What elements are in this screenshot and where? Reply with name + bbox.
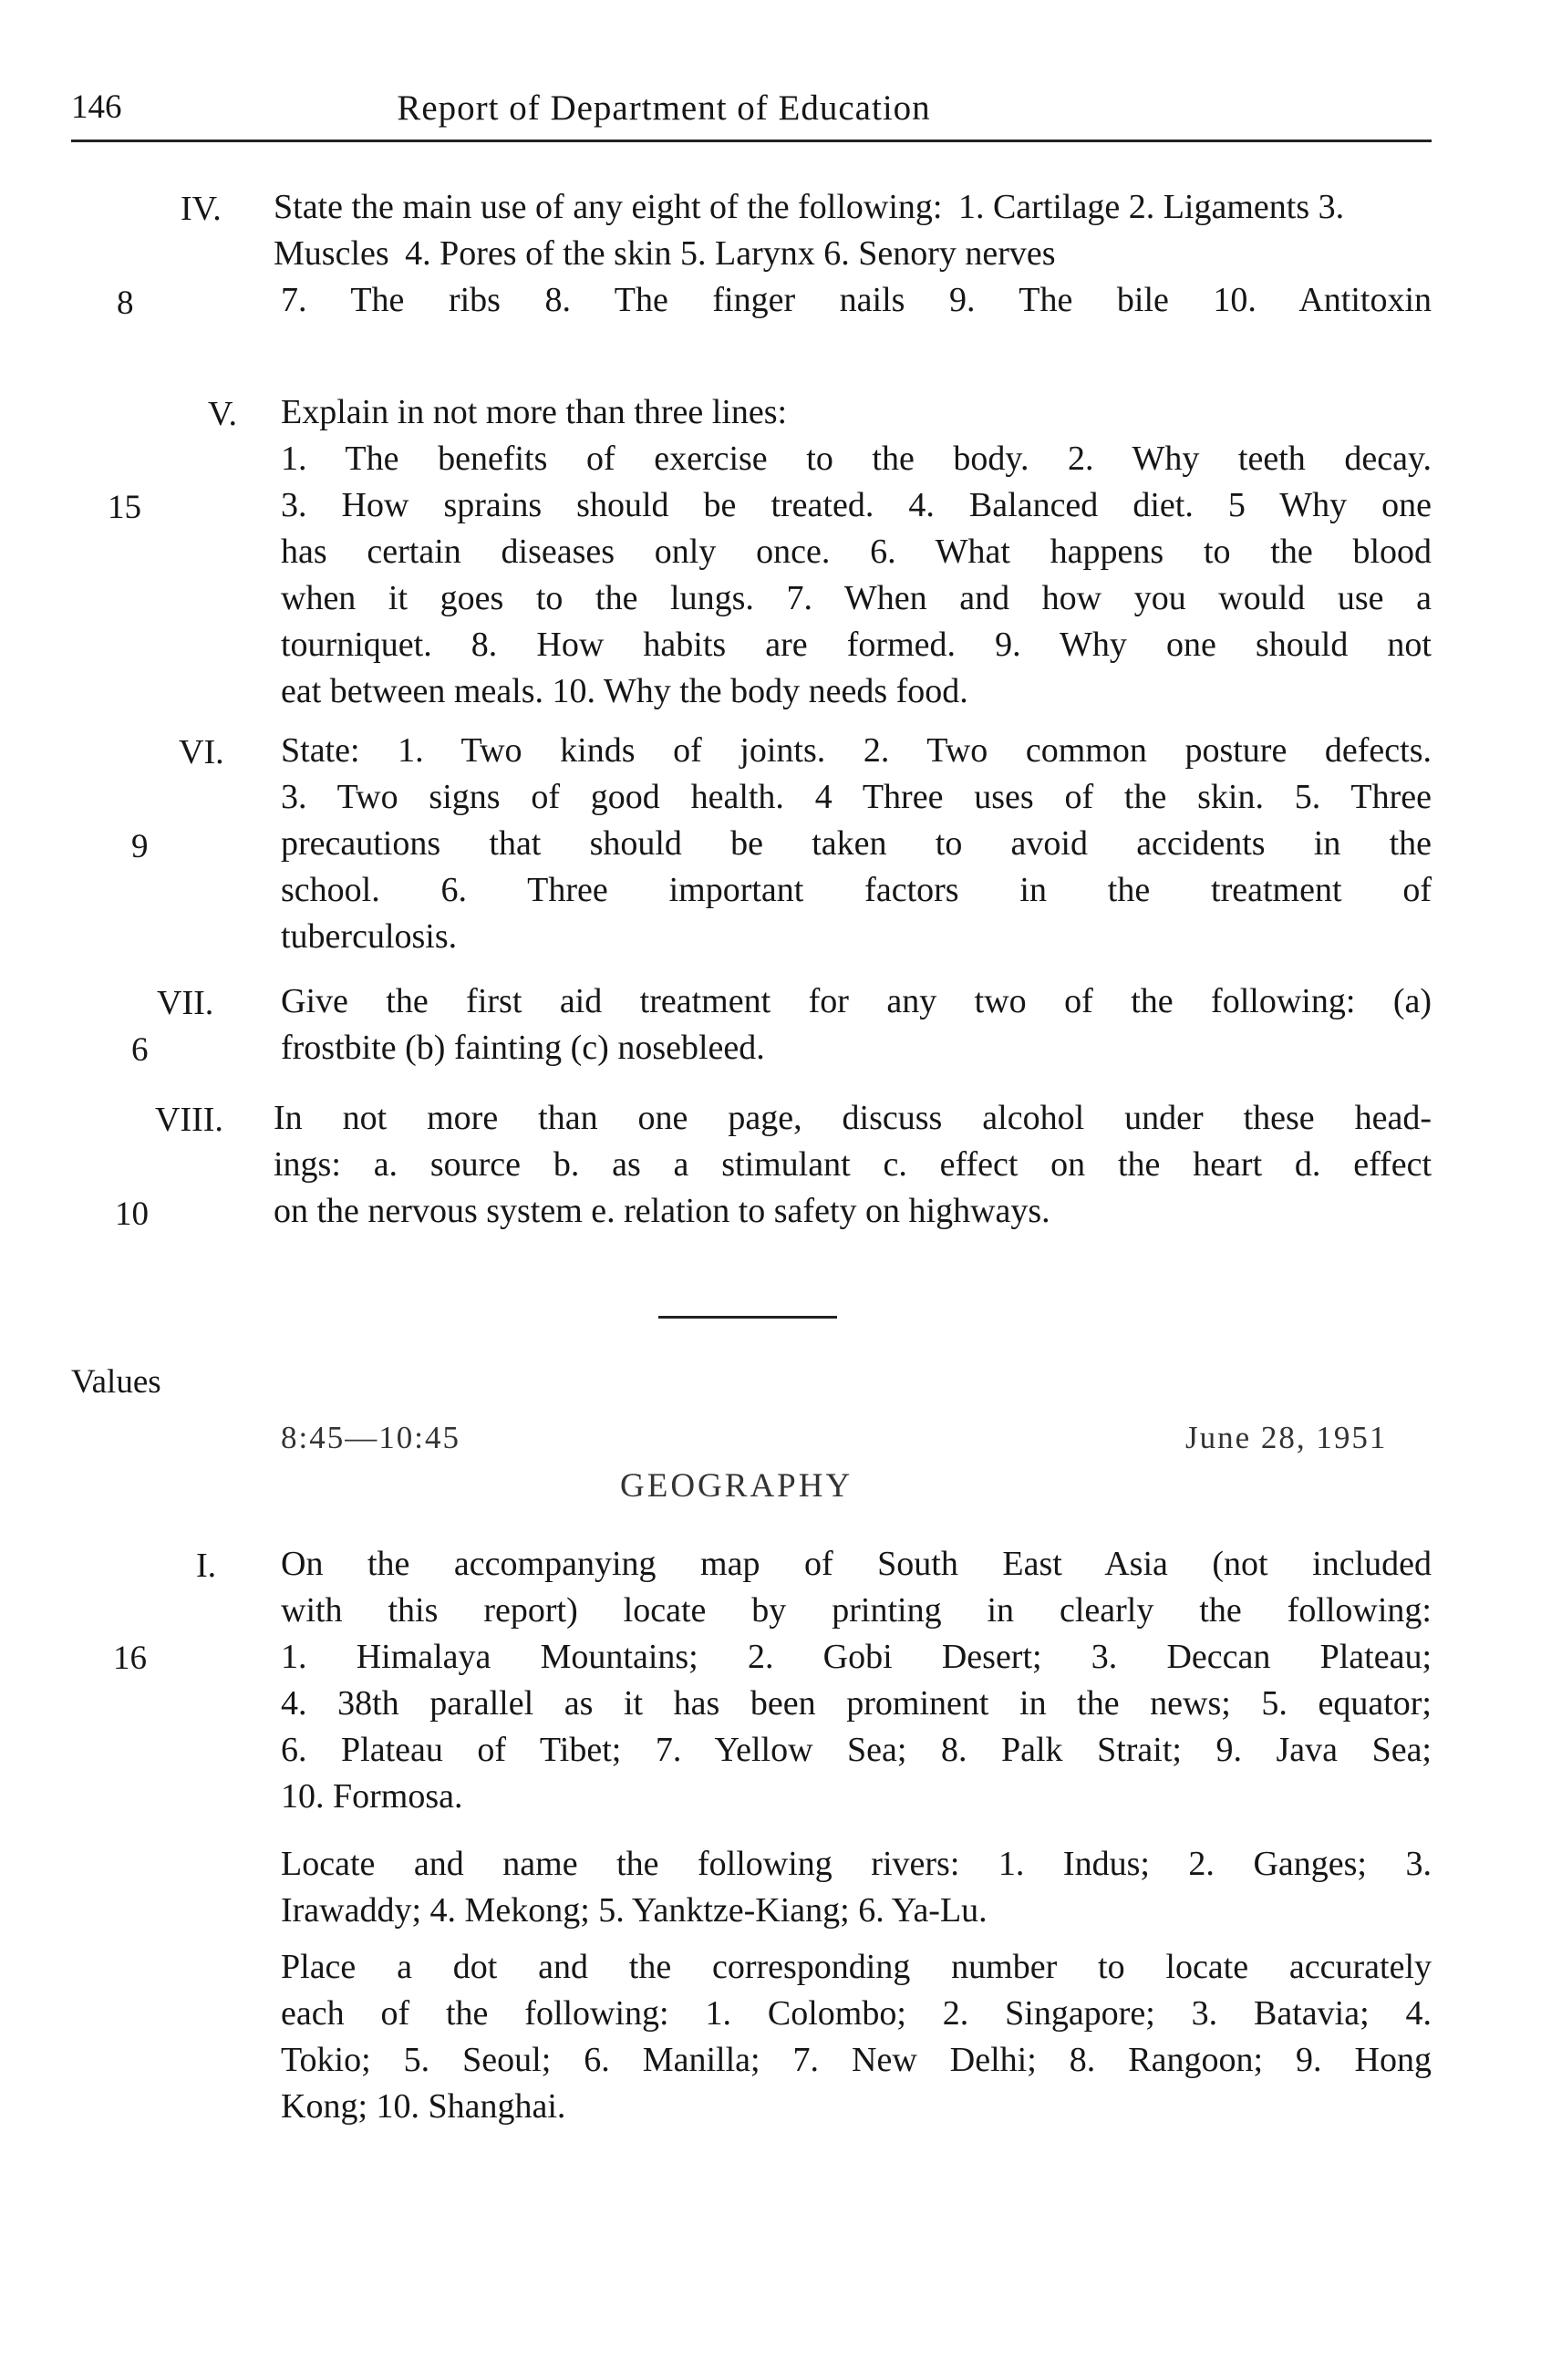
question-numeral: VI. xyxy=(179,733,224,771)
question-line: State: 1. Two kinds of joints. 2. Two common posture defects. xyxy=(281,731,1432,770)
question-text xyxy=(274,1095,1432,1235)
question-line: when it goes to the lungs. 7. When and how you would use a xyxy=(281,579,1432,617)
question-numeral: VIII. xyxy=(155,1101,223,1139)
question-line: Kong; 10. Shanghai. xyxy=(281,2087,566,2126)
question-line: precautions that should be taken to avoid accidents in the xyxy=(281,824,1432,863)
question-line: 3. How sprains should be treated. 4. Balanced diet. 5 Why one xyxy=(281,486,1432,524)
page-number: 146 xyxy=(71,88,122,126)
question-line: 4. Pores of the skin 5. Larynx 6. Senory nerves xyxy=(405,234,1056,273)
question-line: Explain in not more than three lines: xyxy=(281,393,788,431)
question-line: ings: a. source b. as a stimulant c. effect on the heart d. effect xyxy=(274,1145,1432,1184)
values-label: Values xyxy=(71,1363,161,1401)
question-marks: 6 xyxy=(131,1031,149,1069)
question-text xyxy=(281,1541,1432,1820)
question-line: 7. The ribs 8. The finger nails 9. The bile 10. Antitoxin xyxy=(281,281,1432,319)
question-numeral: V. xyxy=(208,395,238,433)
running-title: Report of Department of Education xyxy=(397,88,931,128)
question-line: 4. 38th parallel as it has been prominent in the news; 5. equator; xyxy=(281,1684,1432,1723)
question-line: Give the first aid treatment for any two of the following: (a) xyxy=(281,982,1432,1020)
question-text xyxy=(281,728,1432,960)
question-line: tourniquet. 8. How habits are formed. 9. Why one should not xyxy=(281,626,1432,664)
question-line: Tokio; 5. Seoul; 6. Manilla; 7. New Delhi; 8. Rangoon; 9. Hong xyxy=(281,2041,1432,2079)
question-marks: 9 xyxy=(131,828,149,865)
cities-paragraph xyxy=(281,1944,1432,2130)
question-line: 1. Cartilage 2. Ligaments 3. Muscles xyxy=(274,188,1345,273)
exam-time: 8:45—10:45 xyxy=(281,1420,460,1455)
question-line: State the main use of any eight of the following: xyxy=(274,188,943,226)
exam-date: June 28, 1951 xyxy=(1185,1420,1388,1455)
question-line: In not more than one page, discuss alcohol under these head- xyxy=(274,1099,1432,1137)
question-line: each of the following: 1. Colombo; 2. Singapore; 3. Batavia; 4. xyxy=(281,1994,1432,2033)
question-marks: 8 xyxy=(117,285,134,322)
question-line: Place a dot and the corresponding number to locate accurately xyxy=(281,1948,1432,1986)
question-marks: 10 xyxy=(115,1195,149,1233)
question-line: 10. Formosa. xyxy=(281,1777,463,1816)
question-line: 3. Two signs of good health. 4 Three uses of the skin. 5. Three xyxy=(281,778,1432,816)
question-line: with this report) locate by printing in clearly the following: xyxy=(281,1591,1432,1630)
exam-subject: GEOGRAPHY xyxy=(620,1467,853,1505)
question-line: 1. The benefits of exercise to the body. 2. Why teeth decay. xyxy=(281,440,1432,478)
question-numeral: I. xyxy=(196,1547,217,1585)
question-line: 6. Plateau of Tibet; 7. Yellow Sea; 8. Palk Strait; 9. Java Sea; xyxy=(281,1731,1432,1769)
question-line: has certain diseases only once. 6. What happens to the blood xyxy=(281,533,1432,571)
question-line: Locate and name the following rivers: 1. Indus; 2. Ganges; 3. xyxy=(281,1845,1432,1883)
question-line: on the nervous system e. relation to safety on highways. xyxy=(274,1192,1050,1230)
question-numeral: IV. xyxy=(181,190,222,228)
question-text xyxy=(281,978,1432,1071)
question-line: school. 6. Three important factors in the treatment of xyxy=(281,871,1432,909)
question-line: Irawaddy; 4. Mekong; 5. Yanktze-Kiang; 6. Ya-Lu. xyxy=(281,1891,988,1930)
section-divider xyxy=(658,1316,837,1319)
header-rule xyxy=(71,140,1432,142)
question-line: frostbite (b) fainting (c) nosebleed. xyxy=(281,1029,765,1067)
question-line: tuberculosis. xyxy=(281,917,458,956)
question-line: On the accompanying map of South East Asia (not included xyxy=(281,1545,1432,1583)
rivers-paragraph xyxy=(281,1841,1432,1934)
question-line: eat between meals. 10. Why the body needs food. xyxy=(281,672,968,710)
page-header xyxy=(71,78,1430,133)
question-line: 1. Himalaya Mountains; 2. Gobi Desert; 3. Deccan Plateau; xyxy=(281,1638,1432,1676)
question-marks: 15 xyxy=(108,489,141,526)
question-text xyxy=(274,184,1432,324)
question-marks: 16 xyxy=(113,1640,147,1677)
question-numeral: VII. xyxy=(157,984,214,1022)
question-text xyxy=(281,389,1432,715)
